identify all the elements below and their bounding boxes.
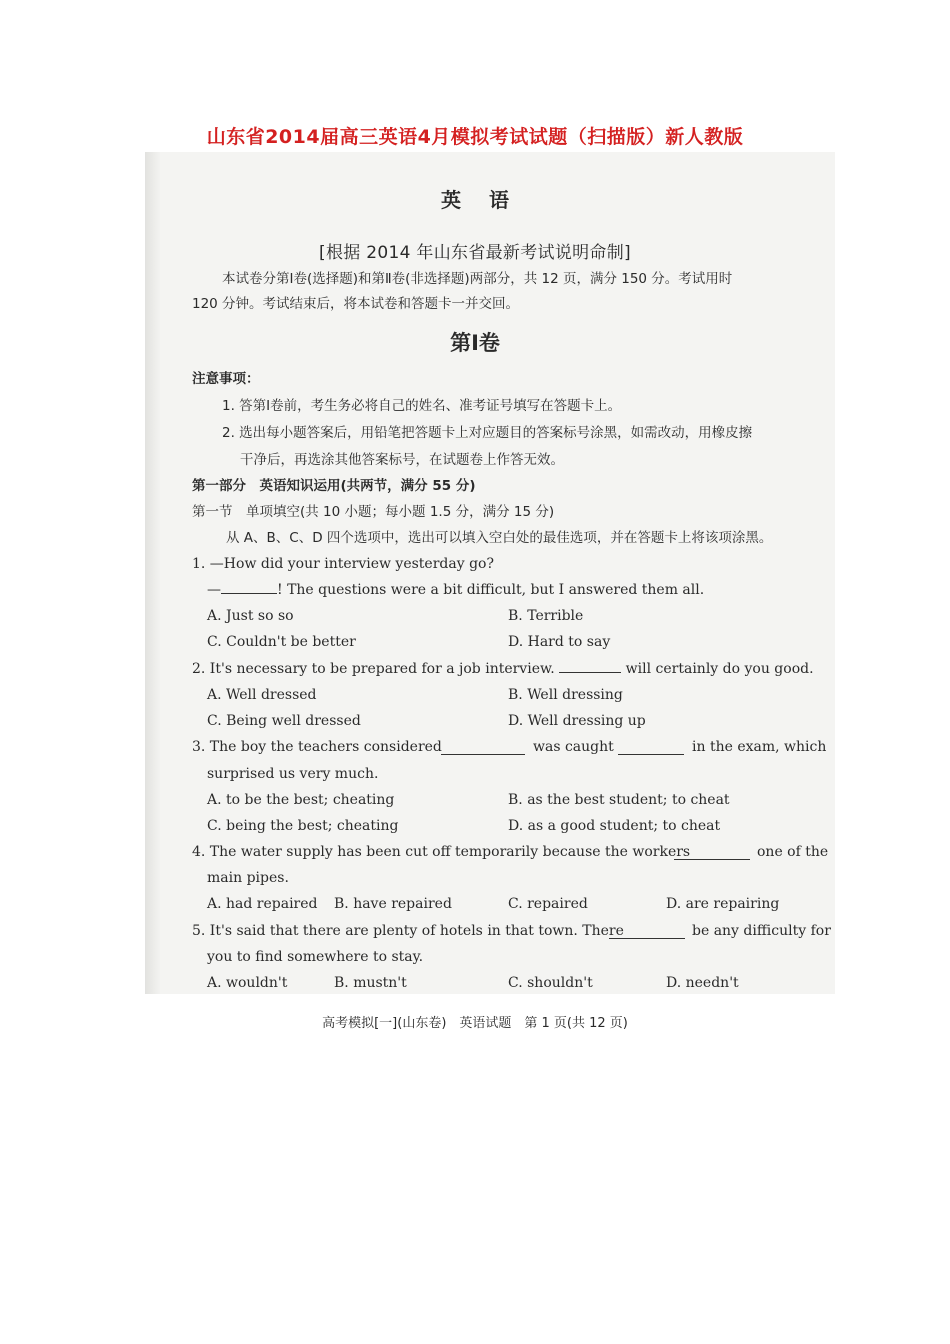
document-title: 山东省2014届高三英语4月模拟考试试题（扫描版）新人教版 <box>206 126 744 148</box>
q3-option-c: C. being the best; cheating <box>207 818 399 834</box>
q5-option-b: B. mustn't <box>334 975 407 991</box>
notice-item-1: 1. 答第Ⅰ卷前，考生务必将自己的姓名、准考证号填写在答题卡上。 <box>222 398 622 414</box>
basis-note: [根据 2014 年山东省最新考试说明命制] <box>319 243 631 263</box>
q5-stem-pre: 5. It's said that there are plenty of hotels in that town. There <box>192 923 624 939</box>
q5-stem-post: be any difficulty for <box>692 923 831 939</box>
q2-option-d: D. Well dressing up <box>508 713 646 729</box>
q4-stem-line-2: main pipes. <box>207 870 289 886</box>
part-one-heading: 第一部分 英语知识运用(共两节，满分 55 分) <box>192 478 476 494</box>
q1-option-a: A. Just so so <box>207 608 294 624</box>
q4-stem-pre: 4. The water supply has been cut off temporarily because the workers <box>192 844 691 860</box>
q1-blank <box>221 581 277 594</box>
notice-item-2-line-1: 2. 选出每小题答案后，用铅笔把答题卡上对应题目的答案标号涂黑，如需改动，用橡皮擦 <box>222 425 753 441</box>
section-one-heading: 第一节 单项填空(共 10 小题；每小题 1.5 分，满分 15 分) <box>192 504 555 520</box>
q2-option-a: A. Well dressed <box>207 687 317 703</box>
q5-blank <box>609 926 685 939</box>
q3-option-a: A. to be the best; cheating <box>207 792 395 808</box>
q3-option-b: B. as the best student; to cheat <box>508 792 730 808</box>
q1-line-2 <box>207 581 704 599</box>
q2-stem-pre: 2. It's necessary to be prepared for a job interview. <box>192 661 555 677</box>
q3-stem-part-3: in the exam, which <box>692 739 827 755</box>
q1-option-c: C. Couldn't be better <box>207 634 356 650</box>
q1-dash: — <box>207 582 221 598</box>
notice-heading: 注意事项： <box>192 371 260 387</box>
q5-option-c: C. shouldn't <box>508 975 593 991</box>
intro-line-1: 本试卷分第Ⅰ卷(选择题)和第Ⅱ卷(非选择题)两部分，共 12 页，满分 150 分。考试用时 <box>222 271 733 287</box>
notice-item-2-line-2: 干净后，再选涂其他答案标号，在试题卷上作答无效。 <box>240 452 564 468</box>
q4-option-c: C. repaired <box>508 896 588 912</box>
subject-heading: 英语 <box>441 188 537 212</box>
page-footer: 高考模拟[一](山东卷) 英语试题 第 1 页(共 12 页) <box>322 1016 628 1031</box>
instructions: 从 A、B、C、D 四个选项中，选出可以填入空白处的最佳选项，并在答题卡上将该项涂黑。 <box>226 530 773 546</box>
q3-blank-1 <box>441 742 525 755</box>
q3-stem-line-2: surprised us very much. <box>207 766 379 782</box>
q1-stem: 1. —How did your interview yesterday go? <box>192 556 494 572</box>
q2-stem <box>192 660 814 678</box>
volume-heading: 第Ⅰ卷 <box>450 331 500 355</box>
q2-option-b: B. Well dressing <box>508 687 623 703</box>
q5-stem-line-2: you to find somewhere to stay. <box>207 949 424 965</box>
q5-option-d: D. needn't <box>666 975 739 991</box>
q4-blank <box>674 847 750 860</box>
q3-option-d: D. as a good student; to cheat <box>508 818 721 834</box>
q4-stem-post: one of the <box>757 844 829 860</box>
q5-option-a: A. wouldn't <box>207 975 288 991</box>
q4-option-a: A. had repaired <box>207 896 318 912</box>
q4-option-b: B. have repaired <box>334 896 452 912</box>
q2-option-c: C. Being well dressed <box>207 713 361 729</box>
q1-option-b: B. Terrible <box>508 608 584 624</box>
intro-line-2: 120 分钟。考试结束后，将本试卷和答题卡一并交回。 <box>192 296 520 312</box>
q1-line-2-text: ! The questions were a bit difficult, but I answered them all. <box>277 582 705 598</box>
q3-blank-2 <box>618 742 684 755</box>
q1-option-d: D. Hard to say <box>508 634 611 650</box>
q2-stem-post: will certainly do you good. <box>625 661 814 677</box>
q4-option-d: D. are repairing <box>666 896 780 912</box>
q2-blank <box>559 660 621 673</box>
q3-stem-part-2: was caught <box>533 739 614 755</box>
scan-shadow-edge <box>145 152 161 994</box>
q3-stem-part-1: 3. The boy the teachers considered <box>192 739 442 755</box>
